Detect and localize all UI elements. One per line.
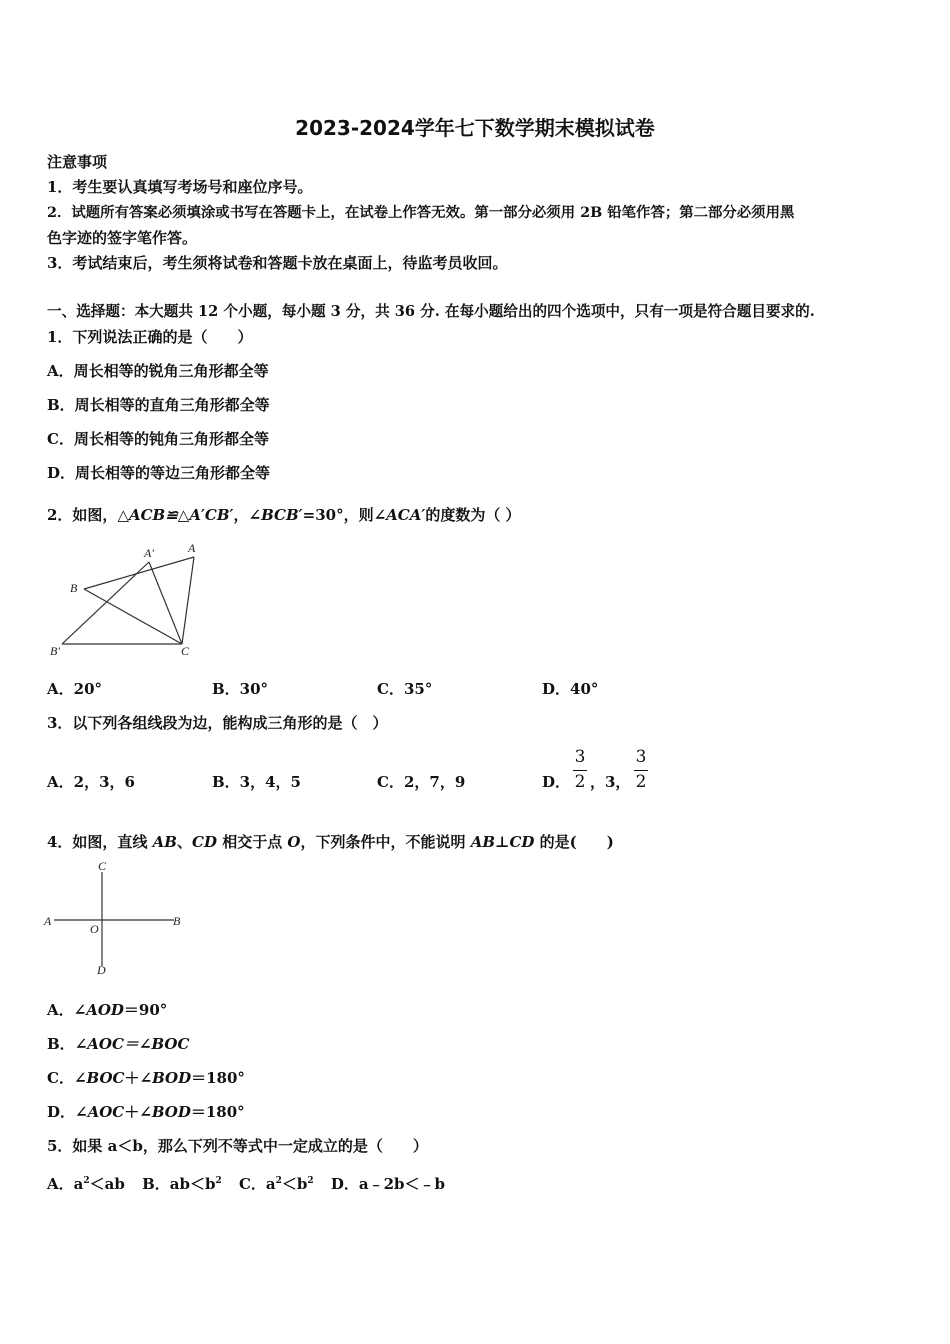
- section-heading: 一、选择题：本大题共 12 个小题，每小题 3 分，共 36 分. 在每小题给出的四个选项中，只有一项是符合题目要求的.: [47, 303, 815, 320]
- q2-option-d: D．40°: [542, 680, 599, 698]
- q5-option-b: B．$ab<b^2$: [142, 1175, 222, 1193]
- label-c: C: [98, 859, 107, 873]
- segment-aprime-c: [149, 562, 182, 644]
- q3-stem: 3．以下列各组线段为边，能构成三角形的是（ ）: [47, 714, 388, 732]
- label-a: A: [188, 541, 196, 555]
- q1-option-d: D．周长相等的等边三角形都全等: [47, 464, 271, 482]
- notice-item-2-cont: 色字迹的签字笔作答。: [47, 229, 198, 247]
- label-c: C: [181, 644, 190, 658]
- fraction-denominator: 2: [574, 772, 586, 792]
- fraction-numerator: 3: [635, 747, 647, 767]
- q1-stem: 1．下列说法正确的是（ ）: [47, 328, 253, 346]
- label-a: A: [44, 914, 52, 928]
- q4-figure: [40, 858, 190, 980]
- q4-option-a: A．∠AOD＝90°: [47, 1001, 168, 1019]
- notice-item-3: 3．考试结束后，考生须将试卷和答题卡放在桌面上，待监考员收回。: [47, 254, 508, 272]
- q5-option-a: A．$a^2<ab$: [47, 1175, 125, 1193]
- q5-stem: 5．如果 a＜b，那么下列不等式中一定成立的是（ ）: [47, 1137, 428, 1155]
- q3-option-a: A．2，3，6: [47, 773, 135, 791]
- segment-bprime-aprime: [62, 562, 149, 644]
- fraction-numerator: 3: [574, 747, 586, 767]
- fraction-bar: [573, 770, 587, 771]
- q3-option-b: B．3，4，5: [212, 773, 301, 791]
- q2-option-c: C．35°: [377, 680, 433, 698]
- notice-item-2: 2．试题所有答案必须填涂或书写在答题卡上，在试卷上作答无效。第一部分必须用 2B 铅笔作答；第二部分必须用黑: [47, 204, 795, 221]
- fraction-denominator: 2: [635, 772, 647, 792]
- q3-option-c: C．2，7，9: [377, 773, 466, 791]
- label-b: B: [70, 581, 78, 595]
- q4-option-c: C．∠BOC＋∠BOD＝180°: [47, 1069, 245, 1087]
- q5-options: [47, 1171, 445, 1194]
- label-d: D: [97, 963, 106, 977]
- q2-figure: [40, 538, 210, 663]
- segment-b-a: [84, 557, 194, 589]
- page-title: 2023-2024学年七下数学期末模拟试卷: [295, 116, 655, 140]
- q1-option-a: A．周长相等的锐角三角形都全等: [47, 362, 269, 380]
- notice-item-1: 1．考生要认真填写考场号和座位序号。: [47, 178, 313, 196]
- label-o: O: [90, 922, 99, 936]
- q5-option-d: D．a﹣2b＜﹣b: [330, 1175, 446, 1193]
- segment-b-c: [84, 589, 182, 644]
- label-b: B: [173, 914, 181, 928]
- label-b-prime: B′: [50, 644, 60, 658]
- notice-heading: 注意事项: [47, 153, 108, 171]
- q4-stem: 4．如图，直线 AB、CD 相交于点 O，下列条件中，不能说明 AB⊥CD 的是( ): [47, 833, 614, 851]
- q2-option-a: A．20°: [47, 680, 103, 698]
- q1-option-c: C．周长相等的钝角三角形都全等: [47, 430, 269, 448]
- q5-option-c: C．$a^2<b^2$: [238, 1175, 314, 1193]
- label-a-prime: A′: [144, 546, 154, 560]
- q4-option-d: D．∠AOC＋∠BOD＝180°: [47, 1103, 245, 1121]
- q2-stem: 2．如图，△ACB≌△A′CB′，∠BCB′=30°，则∠ACA′的度数为（ ）: [47, 506, 521, 524]
- q1-option-b: B．周长相等的直角三角形都全等: [47, 396, 270, 414]
- q4-option-b: B．∠AOC＝∠BOC: [47, 1035, 190, 1053]
- q2-option-b: B．30°: [212, 680, 269, 698]
- segment-a-c: [182, 557, 194, 644]
- fraction-bar: [634, 770, 648, 771]
